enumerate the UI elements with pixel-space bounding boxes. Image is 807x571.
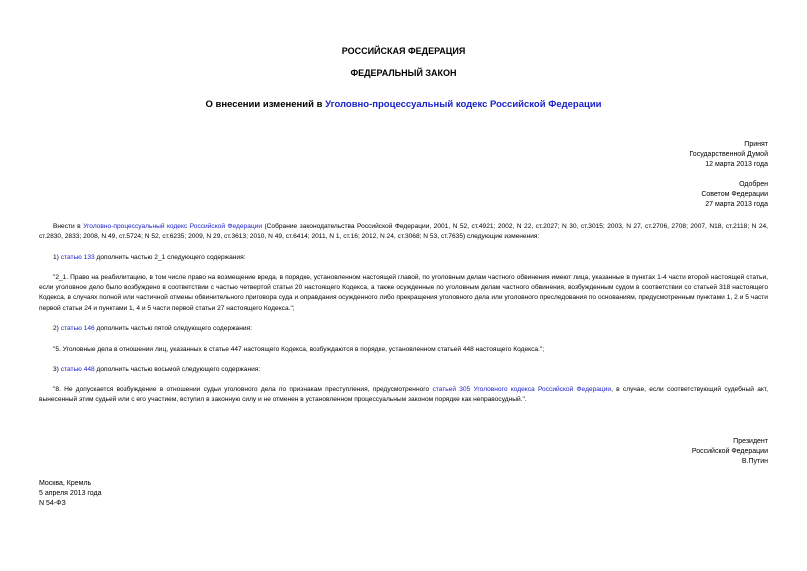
adopted-date: 12 марта 2013 года xyxy=(705,161,768,168)
item-2-text: дополнить частью пятой следующего содержания: xyxy=(94,325,252,332)
signature-org: Российской Федерации xyxy=(691,448,768,455)
title-prefix: О внесении изменений в xyxy=(205,99,326,110)
item-3-quote-start: "8. Не допускается возбуждение в отношении судьи уголовного дела по признакам преступления, предусмотренного xyxy=(53,386,433,393)
intro-text-start: Внести в xyxy=(53,223,84,230)
item-3-number: 3) xyxy=(53,366,61,373)
item-2-number: 2) xyxy=(53,325,61,332)
article-146-link[interactable]: статью 146 xyxy=(60,325,95,332)
item-3-quote-rest: , в случае, если соответствующий судебный акт, вынесенный этим судьей или с его участием, вступил в законную силу и не отменен в установленном процессуальным законом порядке как неправосудный.". xyxy=(39,386,768,404)
signature-title: Президент xyxy=(733,438,768,445)
item-1-text: дополнить частью 2_1 следующего содержания: xyxy=(94,254,246,261)
item-2-quote: "5. Уголовные дела в отношении лиц, указанных в статье 447 настоящего Кодекса, возбуждаются в порядке, установленном статьей 448 настоящего Кодекса."; xyxy=(53,346,545,353)
item-3-text: дополнить частью восьмой следующего содержания: xyxy=(94,366,261,373)
place: Москва, Кремль xyxy=(39,480,92,487)
item-2-line xyxy=(53,324,252,334)
item-3-quote xyxy=(39,385,768,405)
item-1-quote: "2_1. Право на реабилитацию, в том числе право на возмещение вреда, в порядке, установленном настоящей главой, по уголовным делам частного обвинения имеют лица, указанные в пунктах 1-4 части второй настоящей статьи, если уголовное дело было возбуждено в соответствии с частью четвертой статьи 20 настоящего Кодекса, а также осужденные по уголовным делам частного обвинения, возбужденным судом в соответствии со статьей 318 настоящего Кодекса, в случаях полной или частичной отмены обвинительного приговора суда и оправдания осужденного либо прекращения уголовного дела или уголовного преследования по основаниям, предусмотренным пунктами 1, 2 и 5 части первой статьи 24 и пунктами 1, 4 и 5 части первой статьи 27 настоящего Кодекса."; xyxy=(39,274,768,312)
approved-date: 27 марта 2013 года xyxy=(705,201,768,208)
article-305-link[interactable]: статьей 305 Уголовного кодекса Российской Федерации xyxy=(432,386,612,393)
signature-name: В.Путин xyxy=(741,458,768,465)
doc-type-heading: ФЕДЕРАЛЬНЫЙ ЗАКОН xyxy=(350,68,457,78)
item-1-number: 1) xyxy=(53,254,61,261)
item-3-line xyxy=(53,365,260,375)
article-448-link[interactable]: статью 448 xyxy=(60,366,95,373)
place-date-block xyxy=(39,479,102,509)
document-title xyxy=(0,99,807,111)
signing-date: 5 апреля 2013 года xyxy=(39,490,102,497)
intro-text-rest: (Собрание законодательства Российской Федерации, 2001, N 52, ст.4921; 2002, N 22, ст.2027; N 30, ст.3015; 2003, N 27, ст.2706, 2708; 2007, N18, ст.2118; N 24, ст.2830, 2833; 2008, N 49, ст.5724; N 52, ст.6235; 2009, N 29, ст.3613; 2010, N 49, ст.6414; 2011, N 1, ст.16; 2012, N 24, ст.3068; N 53, ст.7635) следующие изменения: xyxy=(39,223,769,241)
signature-block xyxy=(692,437,768,467)
approved-label: Одобрен xyxy=(739,181,768,188)
approved-block xyxy=(701,180,768,210)
adopted-by: Государственной Думой xyxy=(689,151,768,158)
country-heading: РОССИЙСКАЯ ФЕДЕРАЦИЯ xyxy=(341,46,466,56)
adopted-label: Принят xyxy=(744,141,768,148)
approved-by: Советом Федерации xyxy=(701,191,768,198)
adopted-block xyxy=(689,140,768,170)
article-133-link[interactable]: статью 133 xyxy=(60,254,95,261)
intro-code-link[interactable]: Уголовно-процессуальный кодекс Российской Федерации xyxy=(83,223,263,230)
code-link[interactable]: Уголовно-процессуальный кодекс Российской Федерации xyxy=(325,99,602,110)
law-number: N 54-ФЗ xyxy=(39,500,66,507)
intro-paragraph xyxy=(39,222,768,242)
item-1-line xyxy=(53,253,245,263)
